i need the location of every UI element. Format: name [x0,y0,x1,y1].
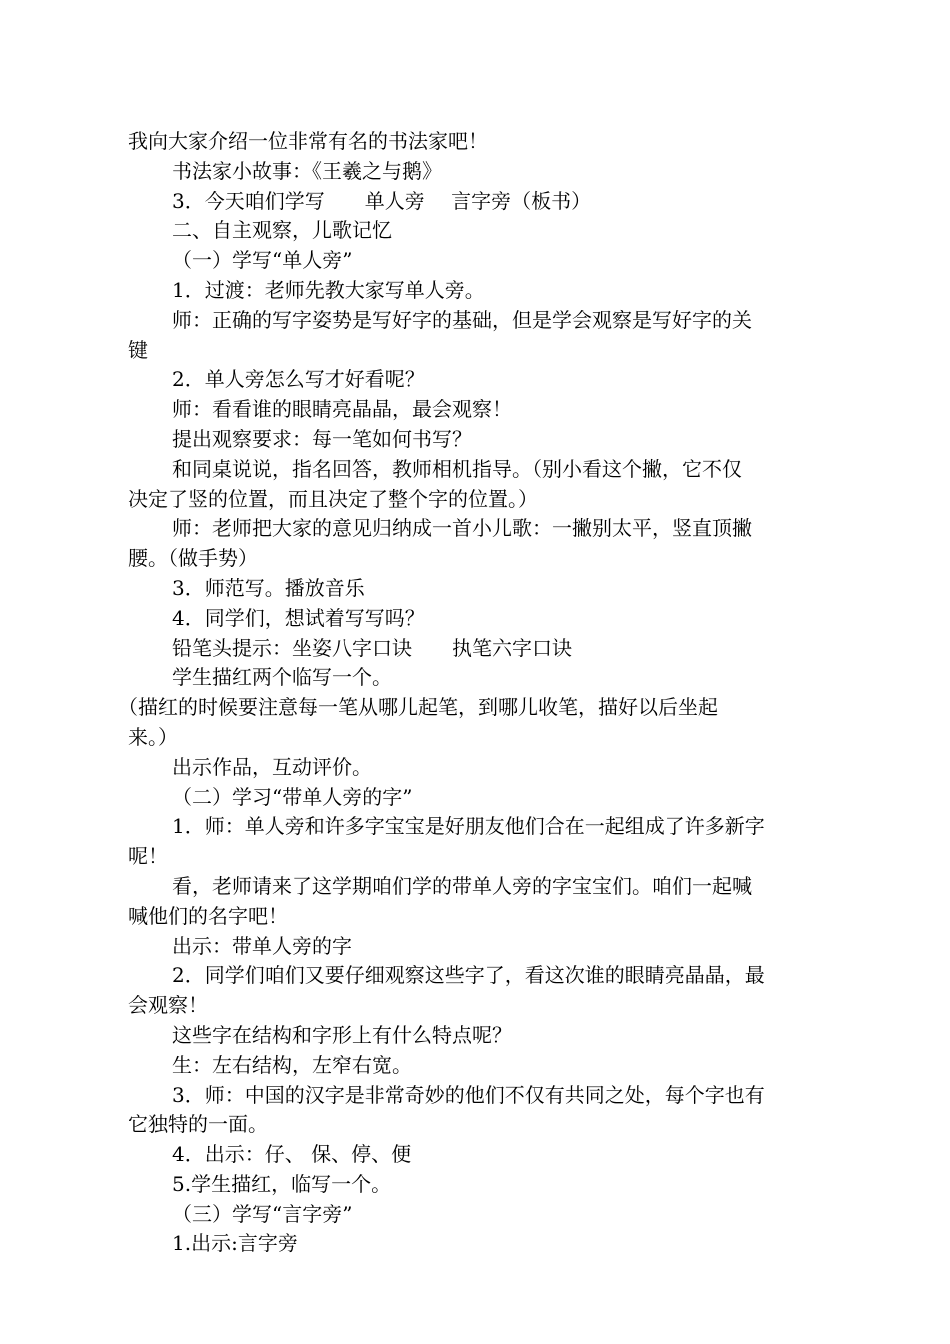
text-line: 决定了竖的位置，而且决定了整个字的位置。） [128,486,538,511]
text-line: 这些字在结构和字形上有什么特点呢？ [172,1022,512,1047]
subsection-heading: （二）学习“带单人旁的字” [172,784,413,809]
text-line: 1．过渡：老师先教大家写单人旁。 [172,277,485,302]
text-line: 2．同学们咱们又要仔细观察这些字了，看这次谁的眼睛亮晶晶，最 [172,963,765,988]
text-line: 3．今天咱们学写 单人旁 言字旁（板书） [172,188,592,213]
text-line: 和同桌说说，指名回答，教师相机指导。（别小看这个撇，它不仅 [172,456,742,481]
text-line: 呢！ [128,844,168,869]
text-line: 它独特的一面。 [128,1112,268,1137]
text-line: 看，老师请来了这学期咱们学的带单人旁的字宝宝们。咱们一起喊 [172,873,752,898]
text-line: 3．师：中国的汉字是非常奇妙的他们不仅有共同之处，每个字也有 [172,1082,765,1107]
text-line: 腰。（做手势） [128,546,258,571]
text-line: 师：看看谁的眼睛亮晶晶，最会观察！ [172,397,512,422]
document-body [118,127,834,1259]
text-line: 师：正确的写字姿势是写好字的基础，但是学会观察是写好字的关 [172,307,752,332]
text-line: 3．师范写。播放音乐 [172,575,365,600]
section-heading: 二、自主观察，儿歌记忆 [172,218,392,243]
text-line: 1.出示:言字旁 [172,1231,298,1256]
text-line: 来。） [128,724,178,749]
text-line: （描红的时候要注意每一笔从哪儿起笔，到哪儿收笔，描好以后坐起 [118,695,718,720]
text-line: 2．单人旁怎么写才好看呢？ [172,367,425,392]
subsection-heading: （一）学写“单人旁” [172,248,353,273]
text-line: 生：左右结构，左窄右宽。 [172,1052,412,1077]
text-line: 学生描红两个临写一个。 [172,665,392,690]
subsection-heading: （三）学写“言字旁” [172,1201,353,1226]
text-line: 铅笔头提示：坐姿八字口诀 执笔六字口诀 [172,635,572,660]
text-line: 出示作品，互动评价。 [172,754,372,779]
text-line: 我向大家介绍一位非常有名的书法家吧！ [128,129,488,153]
text-line: 5.学生描红，临写一个。 [172,1171,392,1196]
text-line: 4．出示：仔、 保、停、便 [172,1142,412,1167]
text-line: 键 [128,337,148,362]
text-line: 会观察！ [128,993,208,1018]
text-line: 喊他们的名字吧！ [128,903,288,928]
text-line: 4．同学们，想试着写写吗？ [172,605,425,630]
text-line: 书法家小故事：《王羲之与鹅》 [172,158,442,183]
text-line: 1．师：单人旁和许多字宝宝是好朋友他们合在一起组成了许多新字 [172,814,765,839]
text-line: 提出观察要求：每一笔如何书写？ [172,426,472,451]
text-line: 师：老师把大家的意见归纳成一首小儿歌：一撇别太平，竖直顶撇 [172,516,752,541]
text-line: 出示：带单人旁的字 [172,933,352,958]
